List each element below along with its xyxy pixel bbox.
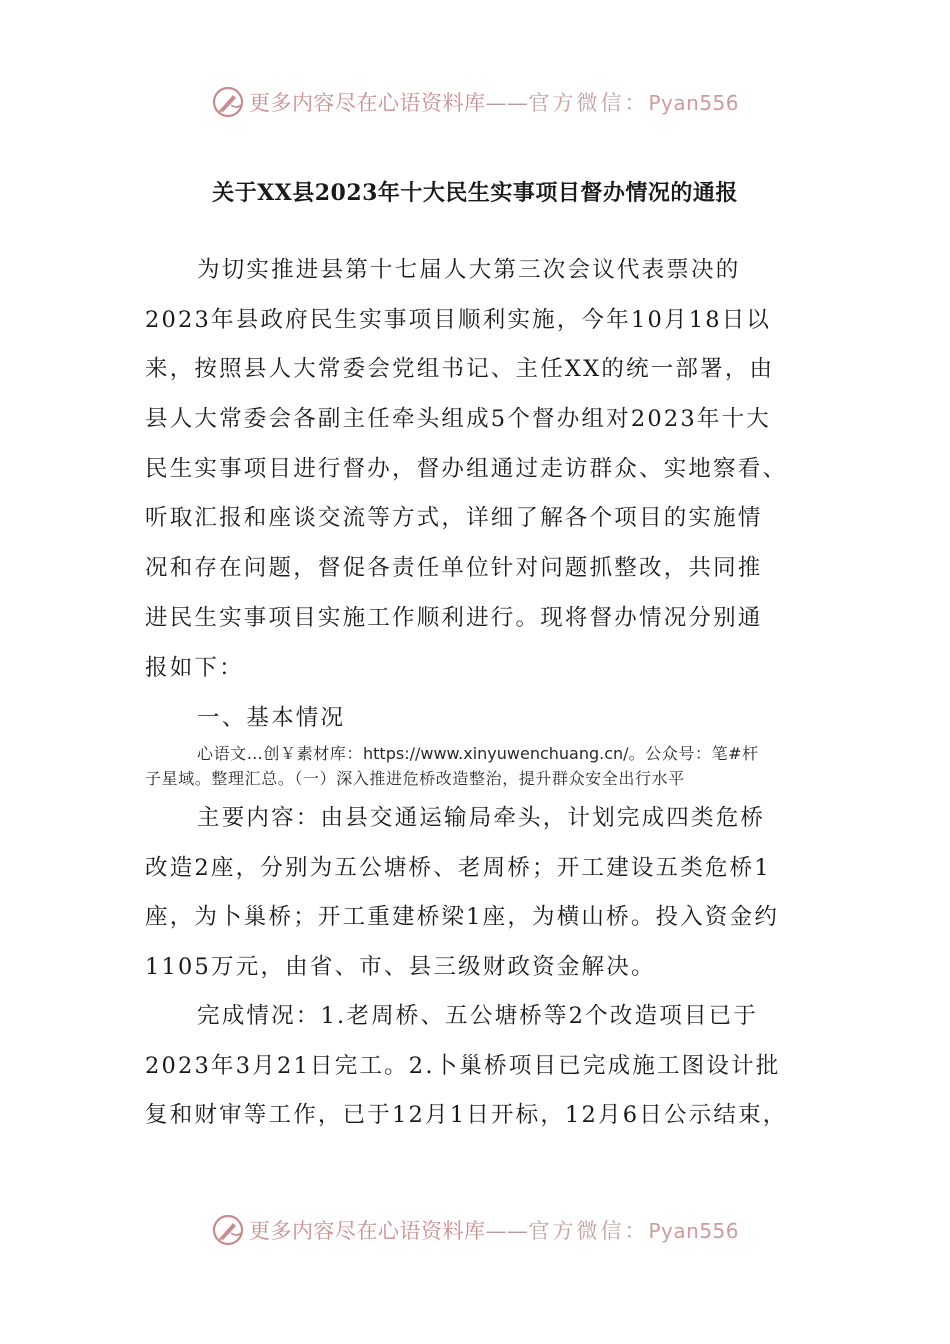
completion-line: 2023年3月21日完工。2.卜巢桥项目已完成施工图设计批 (145, 1052, 781, 1079)
content-line: 改造2座，分别为五公塘桥、老周桥；开工建设五类危桥1 (145, 854, 771, 881)
intro-line: 进民生实事项目实施工作顺利进行。现将督办情况分别通 (145, 604, 763, 631)
content-paragraph (145, 794, 805, 993)
watermark-wechat: Pyan556 (648, 1219, 739, 1243)
watermark-dash: —— (485, 91, 529, 115)
intro-line: 况和存在问题，督促各责任单位针对问题抓整改，共同推 (145, 555, 763, 582)
section-heading (145, 694, 805, 744)
watermark-site: 更多内容尽在心语资料库 (248, 1219, 486, 1243)
intro-line: 2023年县政府民生实事项目顺利实施，今年10月18日以 (145, 306, 772, 333)
watermark-banner-bottom (0, 1210, 950, 1250)
source-notice-line1 (145, 741, 805, 766)
section-heading-text: 一、基本情况 (197, 705, 346, 731)
watermark-wechat: Pyan556 (648, 91, 739, 115)
watermark-text (249, 87, 739, 117)
watermark-label: 官方微信： (528, 91, 649, 115)
intro-line: 县人大常委会各副主任牵头组成5个督办组对2023年十大 (145, 406, 771, 433)
notice-url: https://www.xinyuwenchuang.cn/ (363, 744, 629, 763)
intro-line: 民生实事项目进行督办，督办组通过走访群众、实地察看、 (145, 455, 788, 482)
intro-line: 报如下： (145, 654, 244, 681)
intro-line: 为切实推进县第十七届人大第三次会议代表票决的 (197, 257, 741, 283)
source-notice (145, 741, 805, 791)
intro-paragraph (145, 246, 805, 693)
completion-paragraph (145, 992, 805, 1141)
pen-quill-logo-icon (211, 1213, 245, 1247)
intro-line: 听取汇报和座谈交流等方式，详细了解各个项目的实施情 (145, 505, 763, 532)
watermark-banner-top (0, 82, 950, 122)
notice-prefix: 心语文…创￥素材库： (197, 744, 364, 763)
intro-line: 来，按照县人大常委会党组书记、主任XX的统一部署，由 (145, 356, 775, 383)
content-line: 1105万元，由省、市、县三级财政资金解决。 (145, 954, 656, 981)
watermark-label: 官方微信： (528, 1219, 649, 1243)
source-notice-line2: 子星域。整理汇总。（一）深入推进危桥改造整治，提升群众安全出行水平 (145, 769, 685, 788)
completion-line: 完成情况：1.老周桥、五公塘桥等2个改造项目已于 (197, 1003, 759, 1029)
watermark-text (249, 1215, 739, 1245)
completion-line: 复和财审等工作，已于12月1日开标，12月6日公示结束， (145, 1102, 788, 1129)
watermark-dash: —— (485, 1219, 529, 1243)
content-line: 主要内容：由县交通运输局牵头，计划完成四类危桥 (197, 805, 766, 831)
content-line: 座，为卜巢桥；开工重建桥梁1座，为横山桥。投入资金约 (145, 904, 780, 931)
pen-quill-logo-icon (211, 85, 245, 119)
document-title: 关于XX县2023年十大民生实事项目督办情况的通报 (212, 180, 738, 206)
watermark-site: 更多内容尽在心语资料库 (248, 91, 486, 115)
notice-suffix: 。公众号：笔#杆 (628, 744, 759, 763)
